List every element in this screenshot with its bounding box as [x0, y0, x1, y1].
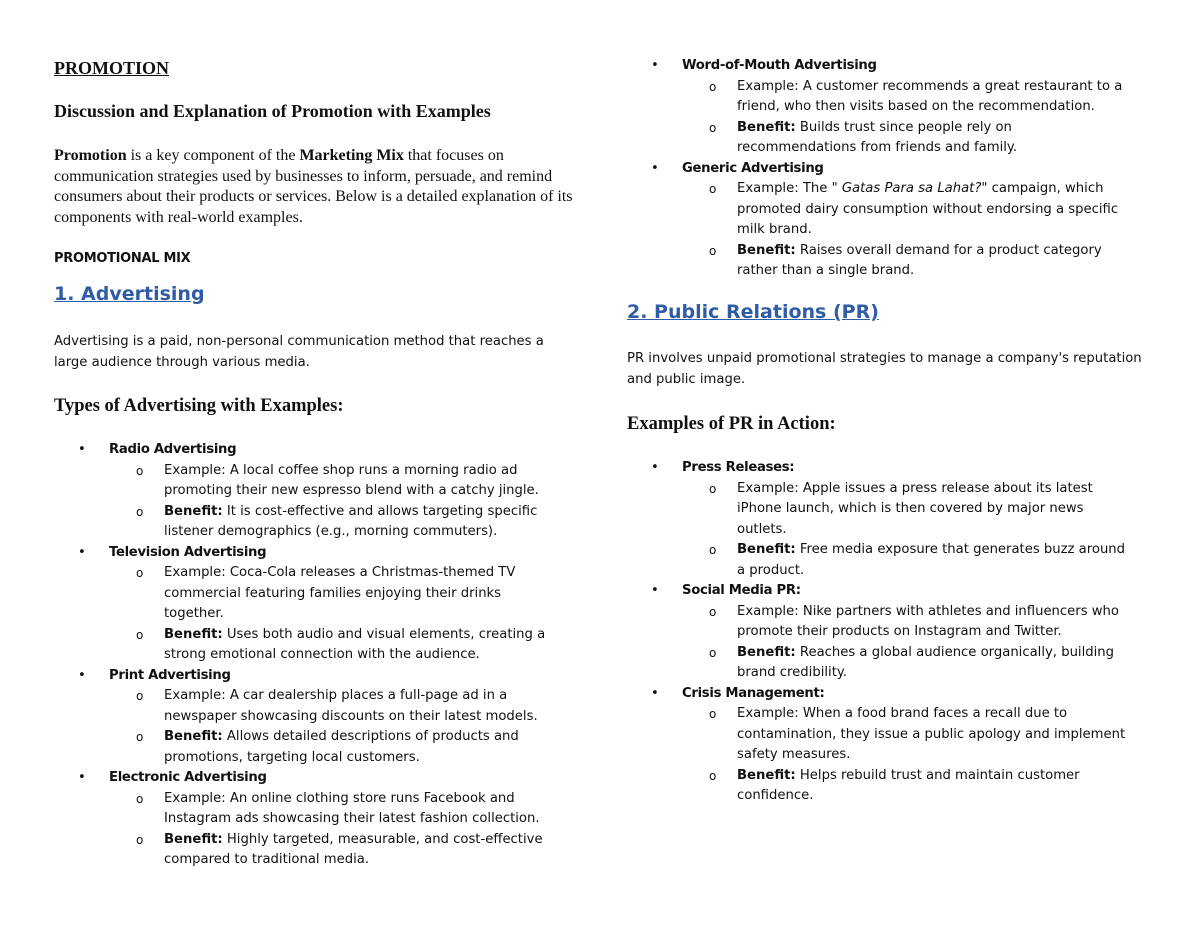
intro-paragraph: Promotion is a key component of the Marketing Mix that focuses on communication strategies used by businesses to inform, persuade, and remind consumers about their products or services. Below is a detailed explanation of its components with real-world examples.	[54, 147, 573, 226]
list-subitem: o Example: An online clothing store runs Facebook and Instagram ads showcasing their latest fashion collection.	[136, 790, 540, 826]
page-subtitle: Discussion and Explanation of Promotion with Examples	[54, 101, 491, 121]
list-subitem: o Example: Coca-Cola releases a Christmas-themed TV commercial featuring families enjoying their drinks together.	[136, 565, 516, 621]
bullet-icon: •	[651, 160, 659, 176]
list-item: • Radio Advertising o Example: A local coffee shop runs a morning radio ad promoting their new espresso blend with a catchy jingle. o Benefit: It is cost-effective and allows targeting specific listener demographics (e.g., morning commuters).	[54, 440, 614, 543]
pr-examples-list	[627, 458, 1187, 807]
advertising-description: Advertising is a paid, non-personal communication method that reaches a large audience through various media.	[54, 334, 544, 370]
list-subitem: o Benefit: Highly targeted, measurable, and cost-effective compared to traditional media.	[136, 831, 543, 867]
list-item: • Social Media PR: o Example: Nike partners with athletes and influencers who promote their products on Instagram and Twitter. o Benefit: Reaches a global audience organically, building brand credibility.	[627, 581, 1187, 684]
campaign-name: Gatas Para sa Lahat?	[841, 181, 982, 196]
sub-bullet-icon: o	[709, 645, 717, 660]
list-subitem: o Benefit: It is cost-effective and allows targeting specific listener demographics (e.g., morning commuters).	[136, 503, 538, 539]
sub-bullet-icon: o	[709, 543, 717, 557]
sub-bullet-icon: o	[709, 768, 717, 783]
list-subitem: o Example: Nike partners with athletes and influencers who promote their products on Instagram and Twitter.	[709, 603, 1119, 639]
intro-term-promotion: Promotion	[54, 147, 127, 164]
list-item: • Electronic Advertising o Example: An online clothing store runs Facebook and Instagram ads showcasing their latest fashion collection. o Benefit: Highly targeted, measurable, and cost-effective compared to traditional media.	[54, 768, 614, 871]
sub-bullet-icon: o	[136, 627, 144, 642]
sub-bullet-icon: o	[709, 707, 717, 721]
sub-bullet-icon: o	[136, 504, 144, 519]
list-subitem: o Example: When a food brand faces a recall due to contamination, they issue a public apology and implement safety measures.	[709, 706, 1126, 762]
list-subitem: o Benefit: Uses both audio and visual elements, creating a strong emotional connection with the audience.	[136, 626, 546, 662]
page-title: PROMOTION	[54, 58, 169, 78]
list-subitem: o Example: The " Gatas Para sa Lahat?" campaign, which promoted dairy consumption without endorsing a specific milk brand.	[709, 181, 1119, 237]
sub-bullet-icon: o	[136, 730, 144, 744]
advertising-heading-link[interactable]: 1. Advertising	[54, 283, 205, 305]
list-subitem: o Benefit: Free media exposure that generates buzz around a product.	[709, 542, 1126, 578]
bullet-icon: •	[78, 442, 86, 457]
list-item: • Word-of-Mouth Advertising o Example: A customer recommends a great restaurant to a friend, who then visits based on the recommendation. o Benefit: Builds trust since people rely on recommendations from friends and family.	[627, 56, 1187, 159]
bullet-icon: •	[651, 58, 659, 73]
list-item: • Crisis Management: o Example: When a food brand faces a recall due to contamination, they issue a public apology and implement safety measures. o Benefit: Helps rebuild trust and maintain customer confidence.	[627, 684, 1187, 807]
advertising-types-list-continued	[627, 56, 1187, 282]
list-item: • Television Advertising o Example: Coca-Cola releases a Christmas-themed TV commercial featuring families enjoying their drinks together. o Benefit: Uses both audio and visual elements, creating a strong emotional connection with the audience.	[54, 543, 614, 666]
sub-bullet-icon: o	[136, 463, 144, 478]
types-heading: Types of Advertising with Examples:	[54, 396, 344, 416]
sub-bullet-icon: o	[136, 689, 144, 703]
list-subitem: o Benefit: Reaches a global audience organically, building brand credibility.	[709, 644, 1115, 680]
pr-examples-heading: Examples of PR in Action:	[627, 414, 836, 434]
bullet-icon: •	[651, 685, 659, 701]
bullet-icon: •	[78, 667, 86, 683]
pr-description: PR involves unpaid promotional strategies to manage a company's reputation and public image.	[627, 351, 1142, 387]
bullet-icon: •	[78, 770, 86, 785]
list-subitem: o Benefit: Helps rebuild trust and maintain customer confidence.	[709, 767, 1080, 803]
sub-bullet-icon: o	[709, 604, 717, 619]
list-subitem: o Benefit: Builds trust since people rely on recommendations from friends and family.	[709, 119, 1018, 155]
public-relations-heading-link[interactable]: 2. Public Relations (PR)	[627, 301, 879, 323]
list-subitem: o Example: A customer recommends a great restaurant to a friend, who then visits based on the recommendation.	[709, 78, 1123, 114]
sub-bullet-icon: o	[709, 481, 717, 496]
sub-bullet-icon: o	[709, 120, 717, 135]
sub-bullet-icon: o	[709, 243, 717, 258]
sub-bullet-icon: o	[709, 79, 717, 94]
list-item: • Generic Advertising o Example: The " Gatas Para sa Lahat?" campaign, which promoted dairy consumption without endorsing a specific milk brand. o Benefit: Raises overall demand for a product category rather than a single brand.	[627, 159, 1187, 282]
sub-bullet-icon: o	[136, 832, 144, 847]
list-subitem: o Example: A car dealership places a full-page ad in a newspaper showcasing discounts on their latest models.	[136, 688, 538, 724]
list-subitem: o Example: Apple issues a press release about its latest iPhone launch, which is then covered by major news outlets.	[709, 480, 1093, 537]
list-subitem: o Benefit: Allows detailed descriptions of products and promotions, targeting local customers.	[136, 729, 519, 765]
promotional-mix-heading: PROMOTIONAL MIX	[54, 251, 191, 266]
list-item: • Press Releases: o Example: Apple issues a press release about its latest iPhone launch, which is then covered by major news outlets. o Benefit: Free media exposure that generates buzz around a product.	[627, 458, 1187, 581]
intro-term-marketing-mix: Marketing Mix	[299, 147, 404, 164]
list-subitem: o Example: A local coffee shop runs a morning radio ad promoting their new espresso blend with a catchy jingle.	[136, 462, 539, 498]
bullet-icon: •	[651, 460, 659, 475]
sub-bullet-icon: o	[709, 182, 717, 196]
list-item: • Print Advertising o Example: A car dealership places a full-page ad in a newspaper showcasing discounts on their latest models. o Benefit: Allows detailed descriptions of products and promotions, targeting local customers.	[54, 666, 614, 769]
list-subitem: o Benefit: Raises overall demand for a product category rather than a single brand.	[709, 242, 1102, 278]
sub-bullet-icon: o	[136, 791, 144, 806]
bullet-icon: •	[78, 544, 86, 560]
advertising-types-list	[54, 440, 614, 871]
bullet-icon: •	[651, 583, 659, 598]
sub-bullet-icon: o	[136, 566, 144, 580]
